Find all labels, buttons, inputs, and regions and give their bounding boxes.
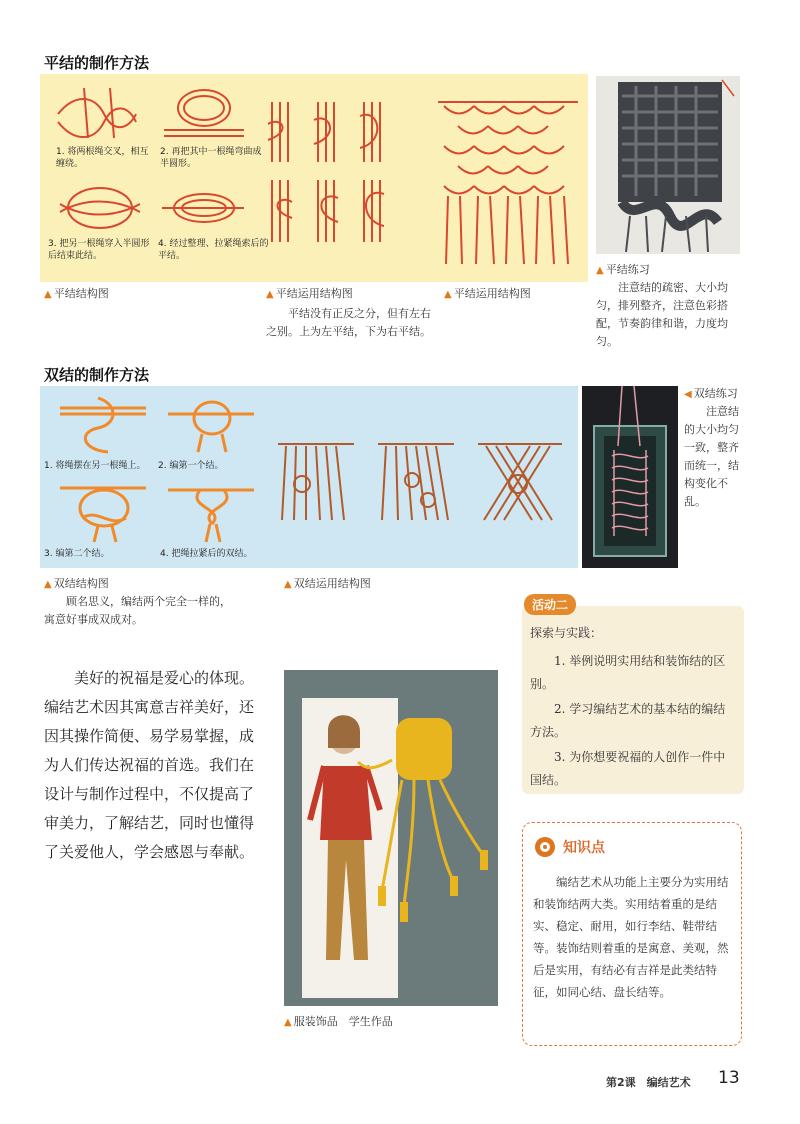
- flat-knot-variation-caption-title: 平结运用结构图: [275, 287, 353, 300]
- flat-knot-applied-illustration: [438, 96, 578, 266]
- knowledge-box: [522, 822, 742, 1046]
- flat-knot-variation-caption: [266, 286, 436, 341]
- triangle-icon: ▲: [284, 579, 292, 590]
- activity-item-2: 2. 学习编结艺术的基本结的编结方法。: [530, 702, 726, 739]
- double-knot-step2-text: 2. 编第一个结。: [158, 461, 224, 471]
- flat-knot-step4-text: 4. 经过整理、拉紧绳索后的平结。: [158, 239, 269, 261]
- flat-knot-diagram-caption: ▲ 平结结构图: [44, 287, 109, 300]
- double-knot-step1-illustration: [58, 394, 148, 454]
- activity-heading: 探索与实践：: [530, 626, 603, 640]
- flat-knot-step1-text: 1. 将两根绳交叉，相互缠绕。: [56, 147, 149, 169]
- activity-box: [522, 598, 744, 794]
- knowledge-title: 知识点: [563, 840, 605, 856]
- flat-knot-diagram-panel: [40, 74, 588, 282]
- activity-badge: 活动二: [524, 594, 576, 615]
- double-knot-step1-text: 1. 将绳摆在另一根绳上。: [44, 461, 146, 471]
- double-knot-step3-text: 3. 编第二个结。: [44, 549, 110, 559]
- flat-knot-step3-illustration: [54, 178, 144, 236]
- double-knot-step4-text: 4. 把绳拉紧后的双结。: [160, 549, 253, 559]
- flat-knot-step4-illustration: [158, 184, 248, 234]
- double-knot-step4-illustration: [166, 478, 256, 544]
- triangle-icon: ▲: [44, 289, 52, 300]
- flat-knot-variation-illustration: [262, 102, 402, 242]
- triangle-icon: ▲: [266, 289, 274, 300]
- triangle-icon: ▲: [44, 579, 52, 590]
- knowledge-text: 编结艺术从功能上主要分为实用结和装饰结两大类。实用结着重的是结实、稳定、耐用，如行李结、鞋带结等。装饰结则着重的是寓意、美观，然后是实用，有结必有吉祥是此类结特征，如同心结、盘长结等。: [533, 875, 729, 999]
- double-knot-practice-photo: [582, 386, 678, 568]
- double-knot-practice-image: [582, 386, 678, 568]
- double-knot-practice-caption-text: 注意结的大小均匀一致，整齐而统一，结构变化不乱。: [684, 405, 739, 508]
- student-work-caption: ▲ 服装饰品 学生作品: [284, 1015, 393, 1028]
- double-knot-diagram-caption: [44, 576, 234, 629]
- body-paragraph: 美好的祝福是爱心的体现。编结艺术因其寓意吉祥美好，还因其操作简便、易学易掌握，成为人们传达祝福的首选。我们在设计与制作过程中，不仅提高了审美力，了解结艺，同时也懂得了关爱他人，学会感恩与奉献。: [44, 669, 255, 861]
- student-work-photo: [284, 670, 498, 1006]
- double-knot-practice-caption-title: 双结练习: [693, 387, 738, 400]
- triangle-icon: ▲: [444, 289, 452, 300]
- activity-item-3: 3. 为你想要祝福的人创作一件中国结。: [530, 750, 726, 787]
- flat-knot-practice-caption: [596, 262, 742, 351]
- flat-knot-applied-caption: ▲ 平结运用结构图: [444, 287, 531, 300]
- flat-knot-practice-caption-title: 平结练习: [605, 263, 650, 276]
- flat-knot-step2-text: 2. 再把其中一根绳弯曲成半圆形。: [160, 147, 262, 169]
- flat-knot-variation-caption-text: 平结没有正反之分，但有左右之别。上为左平结，下为右平结。: [266, 307, 431, 338]
- flat-knot-step1-illustration: [54, 84, 140, 142]
- double-knot-diagram-caption-text: 顾名思义，编结两个完全一样的，寓意好事成双成对。: [44, 595, 231, 626]
- triangle-left-icon: ◀: [684, 389, 692, 400]
- triangle-icon: ▲: [596, 265, 604, 276]
- double-knot-diagram-panel: [40, 386, 578, 568]
- double-knot-applied-illustration: [272, 436, 572, 526]
- double-knot-diagram-caption-title: 双结结构图: [53, 577, 109, 590]
- double-knot-practice-caption: [684, 386, 744, 511]
- activity-item-1: 1. 举例说明实用结和装饰结的区别。: [530, 654, 726, 691]
- flat-knot-step3-text: 3. 把另一根绳穿入半圆形后结束此结。: [48, 239, 150, 261]
- student-work-image: [284, 670, 498, 1006]
- flat-knot-step2-illustration: [160, 80, 250, 142]
- double-knot-applied-caption: ▲ 双结运用结构图: [284, 577, 371, 590]
- footer-lesson: 第2课 编结艺术: [606, 1076, 691, 1089]
- double-knot-step3-illustration: [58, 478, 148, 544]
- page-number: 13: [718, 1068, 740, 1088]
- section-title-flat-knot: 平结的制作方法: [44, 54, 150, 72]
- double-knot-step2-illustration: [166, 394, 256, 454]
- flat-knot-practice-image: [596, 76, 740, 254]
- section-title-double-knot: 双结的制作方法: [44, 366, 150, 384]
- flat-knot-practice-caption-text: 注意结的疏密、大小均匀，排列整齐，注意色彩搭配，节奏韵律和谐，力度均匀。: [596, 281, 728, 348]
- triangle-icon: ▲: [284, 1017, 292, 1028]
- target-icon: [535, 837, 555, 857]
- flat-knot-practice-photo: [596, 76, 740, 254]
